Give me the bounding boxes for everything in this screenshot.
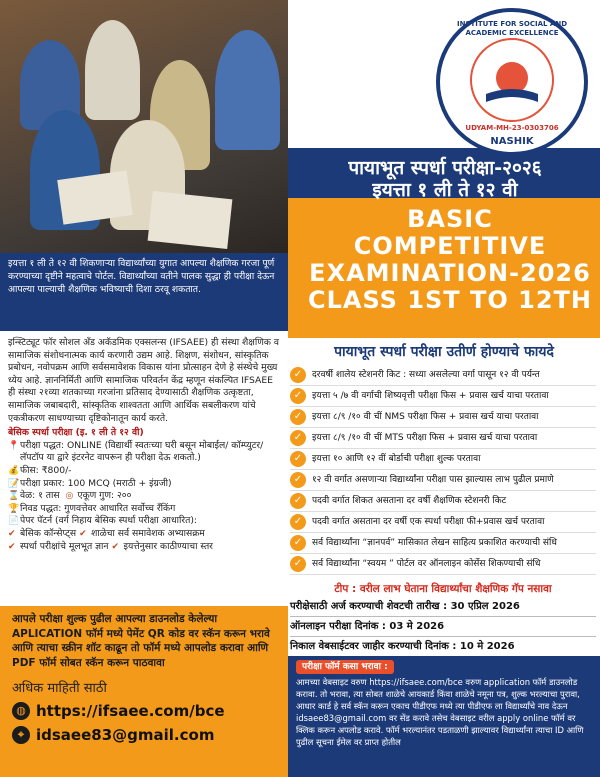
trophy-icon: 🏆 bbox=[8, 503, 20, 514]
exam-selection: निवड पद्धत: गुणवत्तेवर आधारित सर्वोच्च रँकिंग bbox=[20, 502, 176, 514]
exam-marks: एकूण गुण: २०० bbox=[77, 490, 132, 502]
hero-title-mr-line2: इयत्ता १ ली ते १२ वी bbox=[372, 179, 518, 201]
benefits-list bbox=[290, 365, 596, 575]
hourglass-icon: ⌛ bbox=[8, 491, 20, 502]
list-item bbox=[290, 512, 596, 533]
check-icon: ✓ bbox=[290, 430, 306, 446]
benefit-text: इयत्ता ५ /७ वी वर्गाची शिष्यवृत्ती परीक्षा फिस + प्रवास खर्च याचा परतावा bbox=[312, 390, 549, 401]
pattern-item: बेसिक कॉन्सेप्ट्स bbox=[20, 527, 77, 539]
exam-fee: फीस: ₹800/- bbox=[20, 464, 72, 476]
logo-emblem bbox=[470, 38, 554, 122]
check-icon: ✔ bbox=[79, 528, 87, 539]
pattern-item: शाळेचा सर्व समावेशक अभ्यासक्रम bbox=[91, 527, 205, 539]
paper-icon: 📝 bbox=[8, 478, 20, 489]
about-section bbox=[0, 331, 288, 559]
hero-title-en-line2: COMPETITIVE bbox=[353, 232, 547, 260]
hero-title-en-line4: CLASS 1ST TO 12TH bbox=[307, 286, 593, 314]
exam-pattern: पेपर पॅटर्न (वर्ग निहाय बेसिक स्पर्धा परीक्षा आधारित): bbox=[20, 515, 198, 527]
pattern-item: इयत्तेनुसार काठीण्याचा स्तर bbox=[123, 540, 213, 552]
benefit-text: इयत्ता ८/९ /१० वी चीं MTS परीक्षा फिस + प्रवास खर्च याचा परतावा bbox=[312, 432, 538, 443]
hero-title-mr-line1: पायाभूत स्पर्धा परीक्षा-२०२६ bbox=[348, 157, 542, 179]
benefit-text: पदवी वर्गात असताना दर वर्षी एक स्पर्धा परीक्षा फी+प्रवास खर्च परतावा bbox=[312, 516, 545, 527]
payment-contact-section bbox=[0, 606, 288, 777]
benefit-text: इयत्ता १० आणि १२ वीं बोर्डाची परीक्षा शुल्क परतावा bbox=[312, 453, 481, 464]
result-date: निकाल वेबसाईटवर जाहीर करण्याची दिनांक : 10 मे 2026 bbox=[290, 637, 596, 657]
check-icon: ✓ bbox=[290, 514, 306, 530]
document-icon: 📄 bbox=[8, 516, 20, 527]
benefit-text: सर्व विद्यार्थ्यांना “स्वयम ” पोर्टल वर ऑनलाइन कोर्सेस शिकण्याची संधि bbox=[312, 558, 541, 569]
exam-type: परीक्षा प्रकार: 100 MCQ (मराठी + इंग्रजी) bbox=[20, 477, 172, 489]
exam-title: बेसिक स्पर्धा परीक्षा (इ. १ ली ते १२ वी) bbox=[8, 427, 144, 439]
benefit-text: सर्व विद्यार्थ्यांना “ज्ञानपर्व” मासिकात लेखन साहित्य प्रकाशित करण्याची संधि bbox=[312, 537, 557, 548]
benefit-text: इयत्ता ८/९ /१० वी चीं NMS परीक्षा फिस + प्रवास खर्च याचा परतावा bbox=[312, 411, 539, 422]
intro-block bbox=[0, 253, 288, 331]
check-icon: ✓ bbox=[290, 409, 306, 425]
list-item bbox=[290, 491, 596, 512]
logo-top-text: INSTITUTE FOR SOCIAL AND ACADEMIC EXCELLENCE bbox=[456, 20, 568, 37]
benefits-title: पायाभूत स्पर्धा परीक्षा उतीर्ण होण्याचे फायदे bbox=[334, 344, 554, 360]
email-link[interactable] bbox=[12, 726, 276, 744]
check-icon: ✓ bbox=[290, 535, 306, 551]
more-info-label: अधिक माहिती साठी bbox=[12, 681, 107, 696]
website-text[interactable]: https://ifsaee.com/bce bbox=[36, 702, 225, 720]
list-item bbox=[290, 449, 596, 470]
list-item bbox=[290, 407, 596, 428]
intro-text: इयत्ता १ ली ते १२ वी शिकणाऱ्या विद्यार्थ्यांच्या युगात आपल्या शैक्षणिक गरजा पूर्ण करण्याच्या दृष्टीने महत्वाचे पोर्टल. विद्यार्थ्यांच्या वतीने पालक सुद्धा ही परीक्षा देऊन आपल्या पाल्याची शैक्षणिक भविष्याची दिशा ठरवू शकतात. bbox=[8, 258, 275, 295]
email-text[interactable]: idsaee83@gmail.com bbox=[36, 726, 215, 744]
hero-photo bbox=[0, 0, 288, 253]
exam-time: वेळ: १ तास bbox=[20, 490, 60, 502]
check-icon: ✔ bbox=[111, 541, 119, 552]
benefit-text: पदवी वर्गात शिकत असताना दर वर्षी शैक्षणिक स्टेशनरी किट bbox=[312, 495, 507, 506]
institute-logo bbox=[436, 8, 588, 156]
hero-title-en-line3: EXAMINATION-2026 bbox=[309, 259, 591, 287]
pattern-item: स्पर्धा परीक्षांचे मूलभूत ज्ञान bbox=[20, 540, 109, 552]
about-text: इन्स्टिट्यूट फॉर सोशल अँड अकॅडमिक एक्सलन्स (IFSAEE) ही संस्था शैक्षणिक व सामाजिक संशोधनात्मक कार्य करणारी उद्यम आहे. शिक्षण, संशोधन, सांस्कृतिक प्रबोधन, नवोपक्रम आणि सर्वसमावेशक विकास यांना प्रोत्साहन देणे हे संस्थेचे मुख्य ध्येय आहे. ज्ञाननिर्मिती आणि सामाजिक परिवर्तन केंद्र म्हणून संकल्पित IFSAEE ही संस्था २१व्या शतकाच्या गरजांना प्रतिसाद देण्यासाठी शैक्षणिक उत्कृष्टता, सामाजिक जबाबदारी, सांस्कृतिक शाश्वतता आणि आर्थिक सबलीकरण यांचे एकत्रीकरण साधण्याच्या दृष्टिकोनातून कार्य करते. bbox=[8, 337, 279, 424]
sun-book-icon bbox=[472, 40, 552, 120]
location-pin-icon: ⌖ bbox=[12, 726, 30, 744]
benefit-text: दरवर्षी शालेय स्टेशनरी किट : सध्या असलेल्या वर्गा पासून १२ वी पर्यन्त bbox=[312, 369, 540, 380]
payment-instructions: आपले परीक्षा शुल्क पुढील आपल्या डाउनलोड केलेल्या APLICATION फॉर्म मध्ये पेमेंट QR कोड वर स्कॅन करून भरावे आणि त्याचा स्क्रीन शॉट काढून तो फॉर्म मध्ये आपलोड करावा आणि PDF फॉर्म सोबत स्कॅन करून पाठवावा bbox=[12, 613, 270, 669]
tip-note: टीप : वरील लाभ घेताना विद्यार्थ्यांचा शैक्षणिक गॅप नसावा bbox=[334, 583, 552, 595]
how-to-apply-title: परीक्षा फॉर्म कसा भरावा : bbox=[296, 660, 394, 674]
how-to-apply-box bbox=[288, 656, 600, 777]
hero-title-english bbox=[300, 206, 600, 314]
last-date: परीक्षेसाठी अर्ज करण्याची शेवटची तारीख : 30 एप्रिल 2026 bbox=[290, 597, 596, 617]
logo-city-text: NASHIK bbox=[490, 136, 534, 147]
exam-mode: परीक्षा पद्धत: ONLINE (विद्यार्थी स्वतःच्या घरी बसून मोबाईल/ कॉम्प्युटर/लॅपटॉप या द्वारे इंटरनेट वापरून ही परीक्षा देऊ शकतो.) bbox=[20, 439, 264, 464]
exam-date: ऑनलाइन परीक्षा दिनांक : 03 मे 2026 bbox=[290, 617, 596, 637]
benefit-text: १२ वी वर्गात असणाऱ्या विद्यार्थ्यांना परीक्षा पास झाल्यास लाभ पुढील प्रमाणे bbox=[312, 474, 554, 485]
list-item bbox=[290, 554, 596, 575]
website-link[interactable] bbox=[12, 702, 276, 720]
money-icon: 💰 bbox=[8, 465, 20, 476]
list-item bbox=[290, 533, 596, 554]
check-icon: ✓ bbox=[290, 556, 306, 572]
check-icon: ✓ bbox=[290, 451, 306, 467]
logo-reg-text: UDYAM-MH-23-0303706 bbox=[465, 124, 559, 132]
check-icon: ✓ bbox=[290, 367, 306, 383]
pin-icon: 📍 bbox=[8, 440, 20, 451]
list-item bbox=[290, 428, 596, 449]
list-item bbox=[290, 365, 596, 386]
list-item bbox=[290, 386, 596, 407]
check-icon: ✔ bbox=[8, 528, 16, 539]
check-icon: ✓ bbox=[290, 472, 306, 488]
how-to-apply-text: आमच्या वेबसाइट वरुण https://ifsaee.com/bce वरुण application फॉर्म डाउनलोड करावा. तो भरावा, त्या सोबत शाळेचे आयकार्ड किंवा शाळेचे नमूना पत्र, शुल्क भरल्याचा पुरावा, आधार कार्ड हे सर्व स्कॅन करून एकाच पीडीएफ मध्ये त्या पीडीएफ ला विद्यार्थ्यांचे नाव देऊन idsaee83@gmail.com वर सेंड करावे तसेच वेबसाइट वरील apply online फॉर्म वर क्लिक करून अपलोड करावे. फॉर्म भरल्यानंतर पडताळणी झाल्यावर विद्यार्थ्यांना त्याचा ID आणि पुढील सूचना ईमेल वर प्राप्त होतील bbox=[296, 677, 584, 747]
list-item bbox=[290, 470, 596, 491]
check-icon: ✓ bbox=[290, 493, 306, 509]
important-dates bbox=[290, 597, 596, 657]
hero-title-en-line1: BASIC bbox=[407, 205, 493, 233]
globe-icon: ◍ bbox=[12, 702, 30, 720]
check-icon: ✓ bbox=[290, 388, 306, 404]
hero-title-marathi bbox=[310, 157, 580, 201]
target-icon: ◎ bbox=[65, 491, 74, 502]
check-icon: ✔ bbox=[8, 541, 16, 552]
